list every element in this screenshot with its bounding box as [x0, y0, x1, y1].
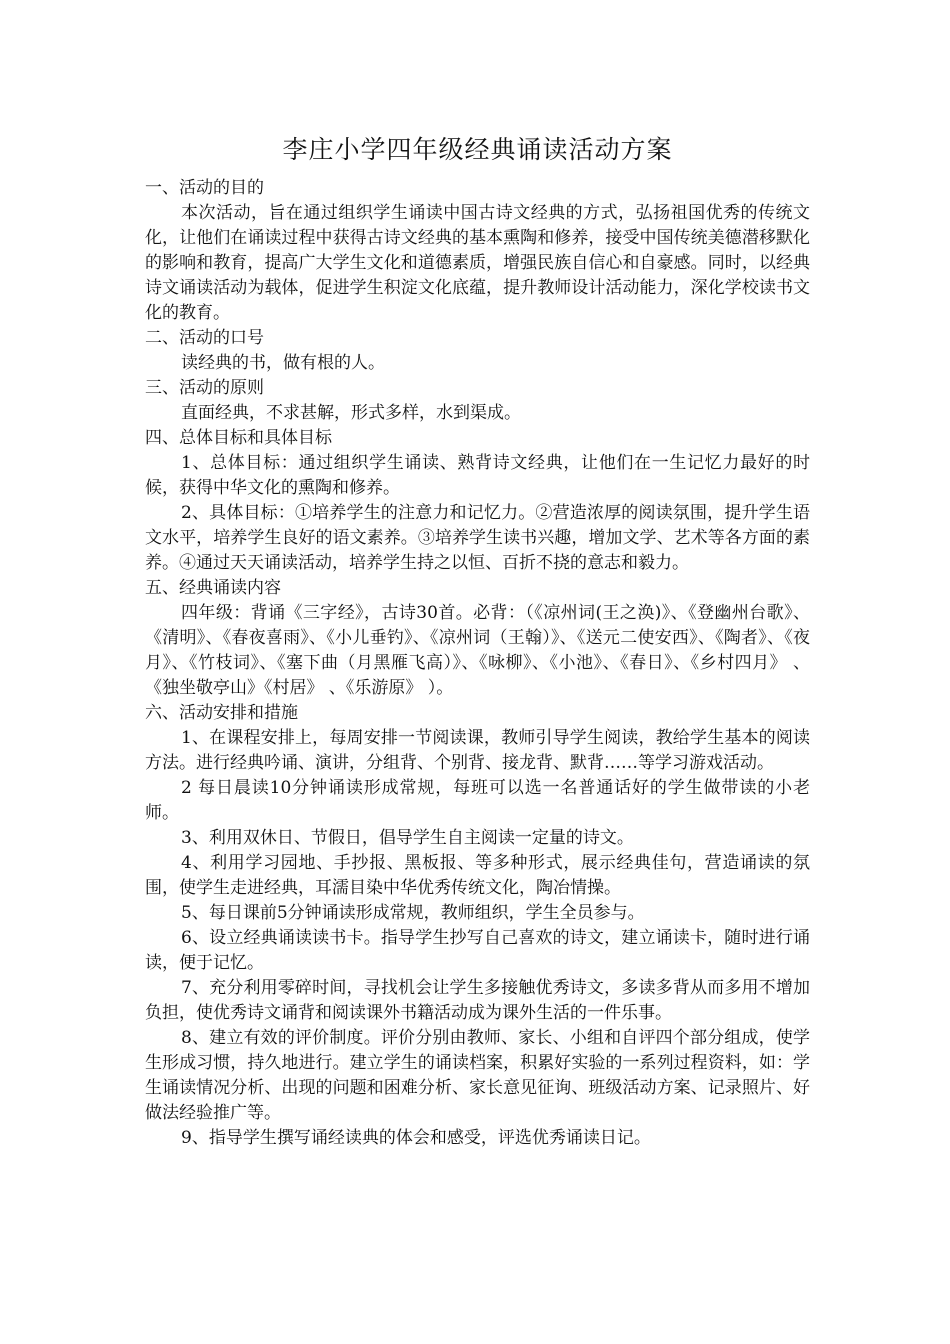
section-paragraph: 9、指导学生撰写诵经读典的体会和感受，评选优秀诵读日记。: [181, 1128, 651, 1148]
section-paragraph: 6、设立经典诵读读书卡。指导学生抄写自己喜欢的诗文，建立诵读卡，随时进行诵读，便于记忆。: [145, 928, 810, 973]
section-paragraph: 5、每日课前5分钟诵读形成常规，教师组织，学生全员参与。: [181, 903, 645, 923]
section-paragraph: 4、利用学习园地、手抄报、黑板报、等多种形式，展示经典佳句，营造诵读的氛围，使学生走进经典，耳濡目染中华优秀传统文化，陶冶情操。: [145, 853, 810, 898]
section-purpose: [145, 176, 810, 326]
section-measures: [145, 701, 810, 1151]
section-heading: 二、活动的口号: [145, 328, 264, 348]
section-heading: 一、活动的目的: [145, 178, 264, 198]
section-heading: 六、活动安排和措施: [145, 703, 298, 723]
section-paragraph: 2、具体目标：①培养学生的注意力和记忆力。②营造浓厚的阅读氛围，提升学生语文水平，培养学生良好的语文素养。③培养学生读书兴趣，增加文学、艺术等各方面的素养。④通过天天诵读活动，培养学生持之以恒、百折不挠的意志和毅力。: [145, 503, 810, 573]
section-paragraph: 四年级：背诵《三字经》，古诗30首。必背：（《凉州词(王之涣)》、《登幽州台歌》、《清明》、《春夜喜雨》、《小儿垂钓》、《凉州词（王翰）》、《送元二使安西》、《陶者》、《夜月》、《竹枝词》、《塞下曲（月黑雁飞高）》、《咏柳》、《小池》、《春日》、《乡村四月》 、《独坐敬亭山》《村居》 、《乐游原》 ）。: [145, 603, 810, 698]
section-paragraph: 8、建立有效的评价制度。评价分别由教师、家长、小组和自评四个部分组成，使学生形成习惯，持久地进行。建立学生的诵读档案，积累好实验的一系列过程资料，如：学生诵读情况分析、出现的问题和困难分析、家长意见征询、班级活动方案、记录照片、好做法经验推广等。: [145, 1028, 810, 1123]
section-paragraph: 1、总体目标：通过组织学生诵读、熟背诗文经典，让他们在一生记忆力最好的时候，获得中华文化的熏陶和修养。: [145, 453, 810, 498]
section-heading: 三、活动的原则: [145, 378, 264, 398]
section-heading: 五、经典诵读内容: [145, 578, 281, 598]
section-paragraph: 2 每日晨读10分钟诵读形成常规，每班可以选一名普通话好的学生做带读的小老师。: [145, 778, 810, 823]
section-paragraph: 7、充分利用零碎时间，寻找机会让学生多接触优秀诗文，多读多背从而多用不增加负担，使优秀诗文诵背和阅读课外书籍活动成为课外生活的一件乐事。: [145, 978, 810, 1023]
section-paragraph: 读经典的书，做有根的人。: [181, 353, 385, 373]
section-slogan: [145, 326, 810, 376]
section-paragraph: 本次活动，旨在通过组织学生诵读中国古诗文经典的方式，弘扬祖国优秀的传统文化，让他们在诵读过程中获得古诗文经典的基本熏陶和修养，接受中国传统美德潜移默化的影响和教育，提高广大学生文化和道德素质，增强民族自信心和自豪感。同时，以经典诗文诵读活动为载体，促进学生积淀文化底蕴，提升教师设计活动能力，深化学校读书文化的教育。: [145, 203, 810, 323]
section-goals: [145, 426, 810, 576]
section-heading: 四、总体目标和具体目标: [145, 428, 332, 448]
document-title: 李庄小学四年级经典诵读活动方案: [282, 135, 673, 164]
section-paragraph: 1、在课程安排上，每周安排一节阅读课，教师引导学生阅读，教给学生基本的阅读方法。进行经典吟诵、演讲，分组背、个别背、接龙背、默背……等学习游戏活动。: [145, 728, 810, 773]
section-content: [145, 576, 810, 701]
section-paragraph: 3、利用双休日、节假日，倡导学生自主阅读一定量的诗文。: [181, 828, 634, 848]
section-principles: [145, 376, 810, 426]
section-paragraph: 直面经典，不求甚解，形式多样，水到渠成。: [181, 403, 521, 423]
document-page: [145, 128, 810, 1151]
